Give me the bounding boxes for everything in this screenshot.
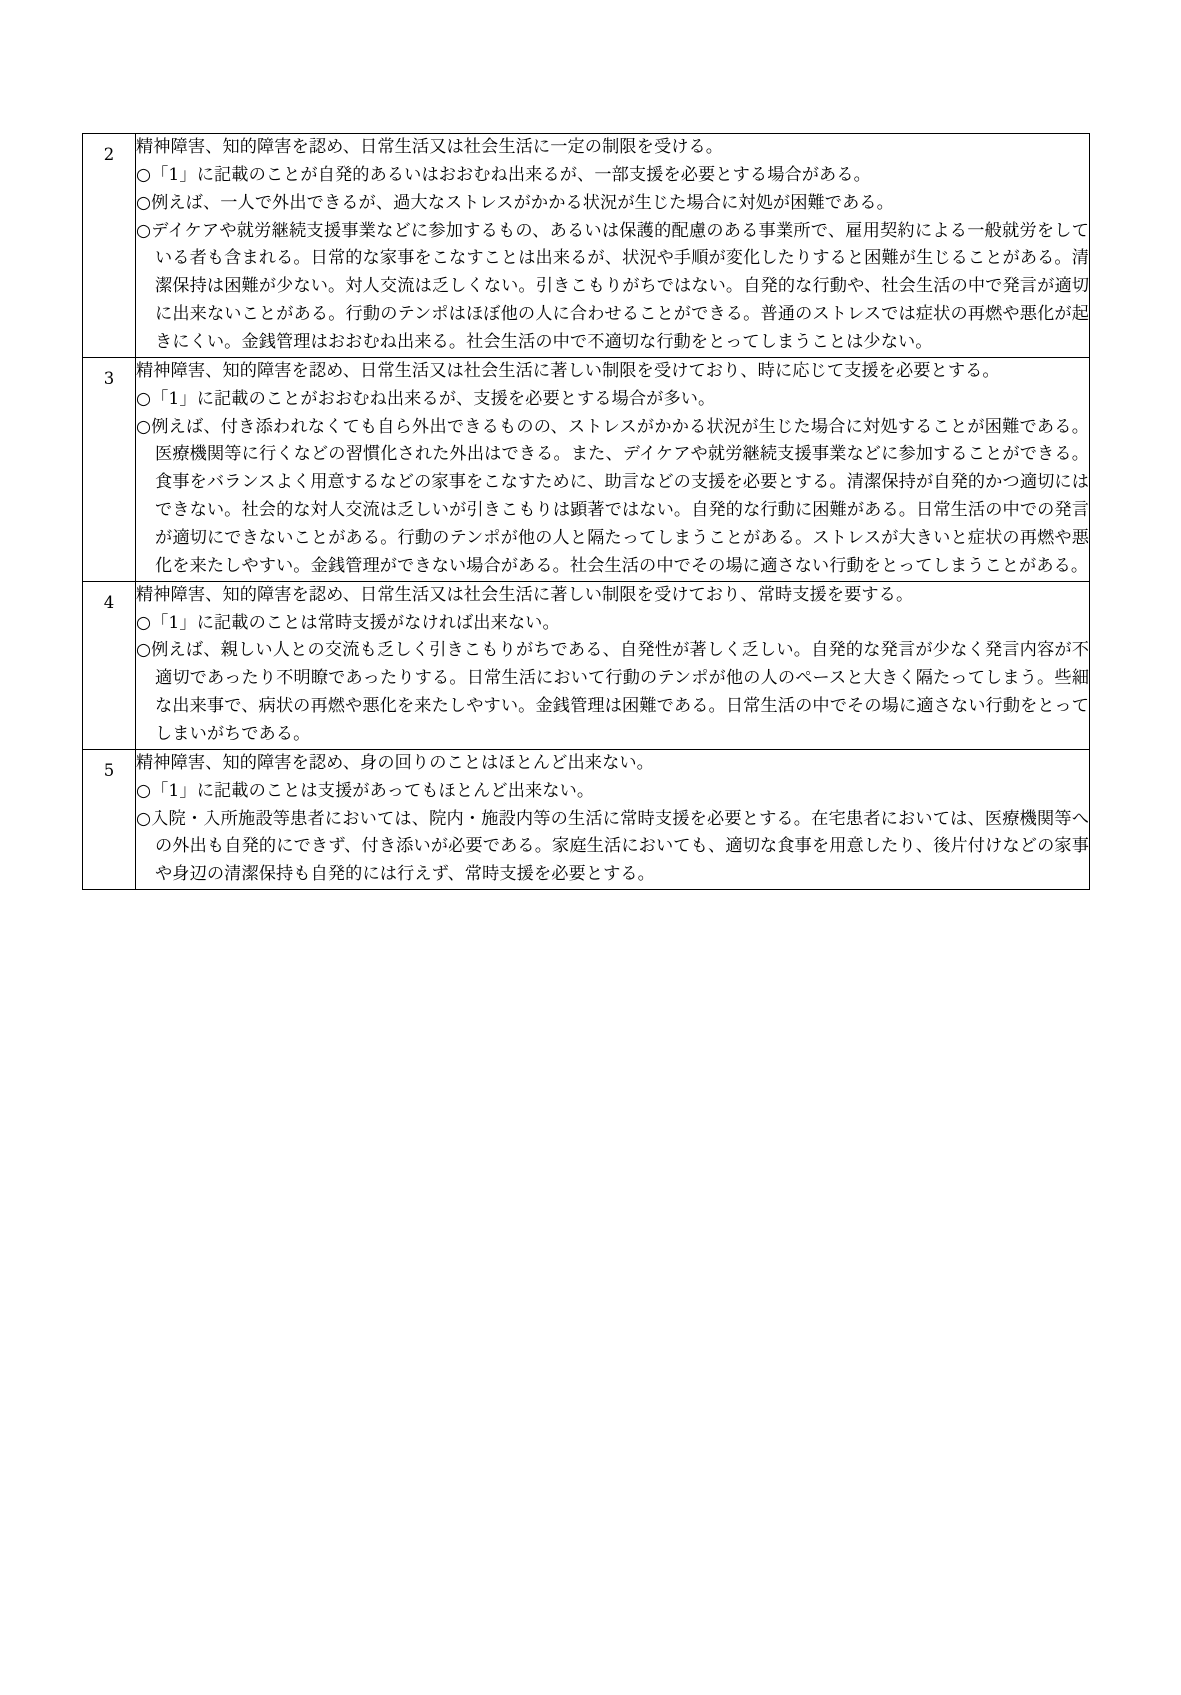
level-cell xyxy=(83,357,136,581)
criteria-lead-text: 精神障害、知的障害を認め、日常生活又は社会生活に著しい制限を受けており、時に応じて支援を必要とする。 xyxy=(136,360,1000,381)
criteria-bullet-item: ○「1」に記載のことが自発的あるいはおおむね出来るが、一部支援を必要とする場合がある。 xyxy=(136,164,871,185)
criteria-lead-text: 精神障害、知的障害を認め、日常生活又は社会生活に著しい制限を受けており、常時支援を要する。 xyxy=(136,584,914,605)
level-cell xyxy=(83,134,136,358)
criteria-description-cell xyxy=(136,134,1090,358)
criteria-bullet-item: ○例えば、親しい人との交流も乏しく引きこもりがちである、自発性が著しく乏しい。自発的な発言が少なく発言内容が不適切であったり不明瞭であったりする。日常生活において行動のテンポが他の人のペースと大きく隔たってしまう。些細な出来事で、病状の再燃や悪化を来たしやすい。金銭管理は困難である。日常生活の中でその場に適さない行動をとってしまいがちである。 xyxy=(136,640,1089,745)
criteria-bullet-item: ○入院・入所施設等患者においては、院内・施設内等の生活に常時支援を必要とする。在宅患者においては、医療機関等への外出も自発的にできず、付き添いが必要である。家庭生活においても、適切な食事を用意したり、後片付けなどの家事や身辺の清潔保持も自発的には行えず、常時支援を必要とする。 xyxy=(136,808,1089,885)
level-number: 2 xyxy=(103,145,115,164)
table-row xyxy=(83,749,1090,889)
criteria-bullet-item: ○例えば、付き添われなくても自ら外出できるものの、ストレスがかかる状況が生じた場合に対処することが困難である。医療機関等に行くなどの習慣化された外出はできる。また、デイケアや就労継続支援事業などに参加することができる。食事をバランスよく用意するなどの家事をこなすために、助言などの支援を必要とする。清潔保持が自発的かつ適切にはできない。社会的な対人交流は乏しいが引きこもりは顕著ではない。自発的な行動に困難がある。日常生活の中での発言が適切にできないことがある。行動のテンポが他の人と隔たってしまうことがある。ストレスが大きいと症状の再燃や悪化を来たしやすい。金銭管理ができない場合がある。社会生活の中でその場に適さない行動をとってしまうことがある。 xyxy=(136,416,1089,576)
table-row xyxy=(83,357,1090,581)
criteria-table-body xyxy=(83,134,1090,890)
criteria-description-cell xyxy=(136,581,1090,749)
table-row xyxy=(83,581,1090,749)
criteria-description-cell xyxy=(136,749,1090,889)
table-row xyxy=(83,134,1090,358)
criteria-bullet-item: ○「1」に記載のことは常時支援がなければ出来ない。 xyxy=(136,612,560,633)
criteria-table xyxy=(82,133,1090,890)
level-cell xyxy=(83,749,136,889)
criteria-bullet-item: ○例えば、一人で外出できるが、過大なストレスがかかる状況が生じた場合に対処が困難である。 xyxy=(136,192,894,213)
criteria-description-cell xyxy=(136,357,1090,581)
level-cell xyxy=(83,581,136,749)
criteria-bullet-item: ○「1」に記載のことがおおむね出来るが、支援を必要とする場合が多い。 xyxy=(136,388,716,409)
criteria-lead-text: 精神障害、知的障害を認め、日常生活又は社会生活に一定の制限を受ける。 xyxy=(136,137,724,157)
level-number: 3 xyxy=(103,368,115,388)
criteria-lead-text: 精神障害、知的障害を認め、身の回りのことはほとんど出来ない。 xyxy=(136,752,654,773)
criteria-bullet-item: ○デイケアや就労継続支援事業などに参加するもの、あるいは保護的配慮のある事業所で、雇用契約による一般就労をしている者も含まれる。日常的な家事をこなすことは出来るが、状況や手順が変化したりすると困難が生じることがある。清潔保持は困難が少ない。対人交流は乏しくない。引きこもりがちではない。自発的な行動や、社会生活の中で発言が適切に出来ないことがある。行動のテンポはほぼ他の人に合わせることができる。普通のストレスでは症状の再燃や悪化が起きにくい。金銭管理はおおむね出来る。社会生活の中で不適切な行動をとってしまうことは少ない。 xyxy=(136,220,1089,353)
level-number: 5 xyxy=(103,760,115,780)
criteria-bullet-item: ○「1」に記載のことは支援があってもほとんど出来ない。 xyxy=(136,780,595,801)
level-number: 4 xyxy=(103,592,115,612)
